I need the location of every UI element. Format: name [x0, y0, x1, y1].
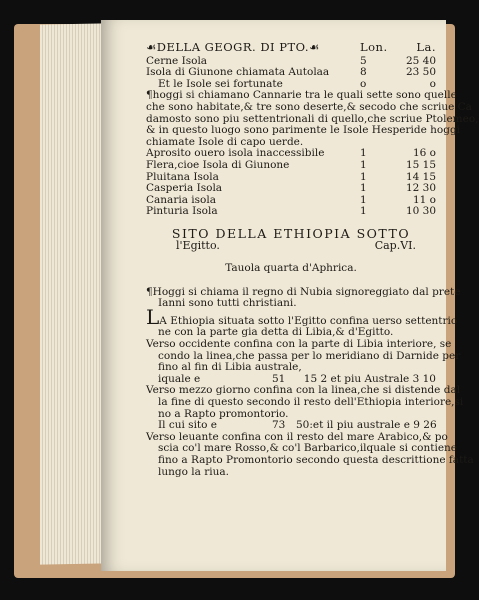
section-subtitle: l'Egitto. Cap.VI.	[176, 238, 416, 252]
header-title: ☙DELLA GEOGR. DI PTO.☙	[146, 40, 320, 54]
running-header	[146, 42, 436, 54]
table-row: Flera,cioe Isola di Giunone 1 15 15	[146, 158, 436, 171]
header-col-lat: La.	[416, 40, 436, 54]
table-row: Et le Isole sei fortunate o o	[158, 77, 436, 90]
position-row: Il cui sito e 73 50:et il piu australe e 9 26	[158, 419, 437, 432]
table-row: Canaria isola 1 11 o	[146, 193, 436, 206]
table-row: Pinturia Isola 1 10 30	[146, 205, 436, 218]
table-row: Casperia Isola 1 12 30	[146, 182, 436, 195]
page-text	[146, 40, 479, 478]
drop-cap-L: L	[146, 304, 160, 329]
section-title: SITO DELLA ETHIOPIA SOTTO	[171, 225, 411, 241]
table-row: Cerne Isola 5 25 40	[146, 54, 436, 67]
table-row: Pluitana Isola 1 14 15	[146, 170, 436, 183]
table-row: Isola di Giunone chiamata Autolaa 8 23 50	[146, 66, 436, 79]
page-edges	[40, 23, 106, 564]
paragraph-ethiopia: LA Ethiopia situata sotto l'Egitto confina uerso settentrio ne con la parte gia detta di Libia,& d'Egitto.	[146, 304, 458, 339]
table-row: Aprosito ouero isola inaccessibile 1 16 o	[146, 147, 436, 160]
paragraph-canarie: ¶hoggi si chiamano Cannarie tra le quali sette sono quelle che sono habitate,& tre sono deserte,& secodo che scriue Ca damosto sono piu settentrionali di quello,che scriue Ptolemeo, & in questo luogo sono parimente le Isole Hesperide hoggi chiamate Isole di capo uerde.	[146, 89, 479, 148]
paragraph-occidente: Verso occidente confina con la parte di Libia interiore, se condo la linea,che passa per lo meridiano di Darnide per fino al fin di Libia australe,	[146, 338, 461, 374]
position-row: iquale e 51 15 2 et piu Australe 3 10	[158, 372, 436, 385]
header-col-lon: Lon.	[360, 40, 388, 54]
book-page	[101, 20, 479, 571]
paragraph-nubia: ¶Hoggi si chiama il regno di Nubia signoreggiato dal prete Ianni sono tutti christiani.	[146, 285, 461, 310]
paragraph-leuante: Verso leuante confina con il resto del mare Arabico,& po scia co'l mare Rosso,& co'l Barbarico,ilquale si contiene fino a Rapto Promontorio secondo questa descrittione fatta lungo la riua.	[146, 430, 474, 478]
paragraph-mezzogiorno: Verso mezzo giorno confina con la linea,che si distende dal la fine di questo secondo il resto dell'Ethiopia interiore,si no a Rapto promontorio.	[146, 384, 464, 420]
tavola-heading: Tauola quarta d'Aphrica.	[225, 262, 357, 275]
